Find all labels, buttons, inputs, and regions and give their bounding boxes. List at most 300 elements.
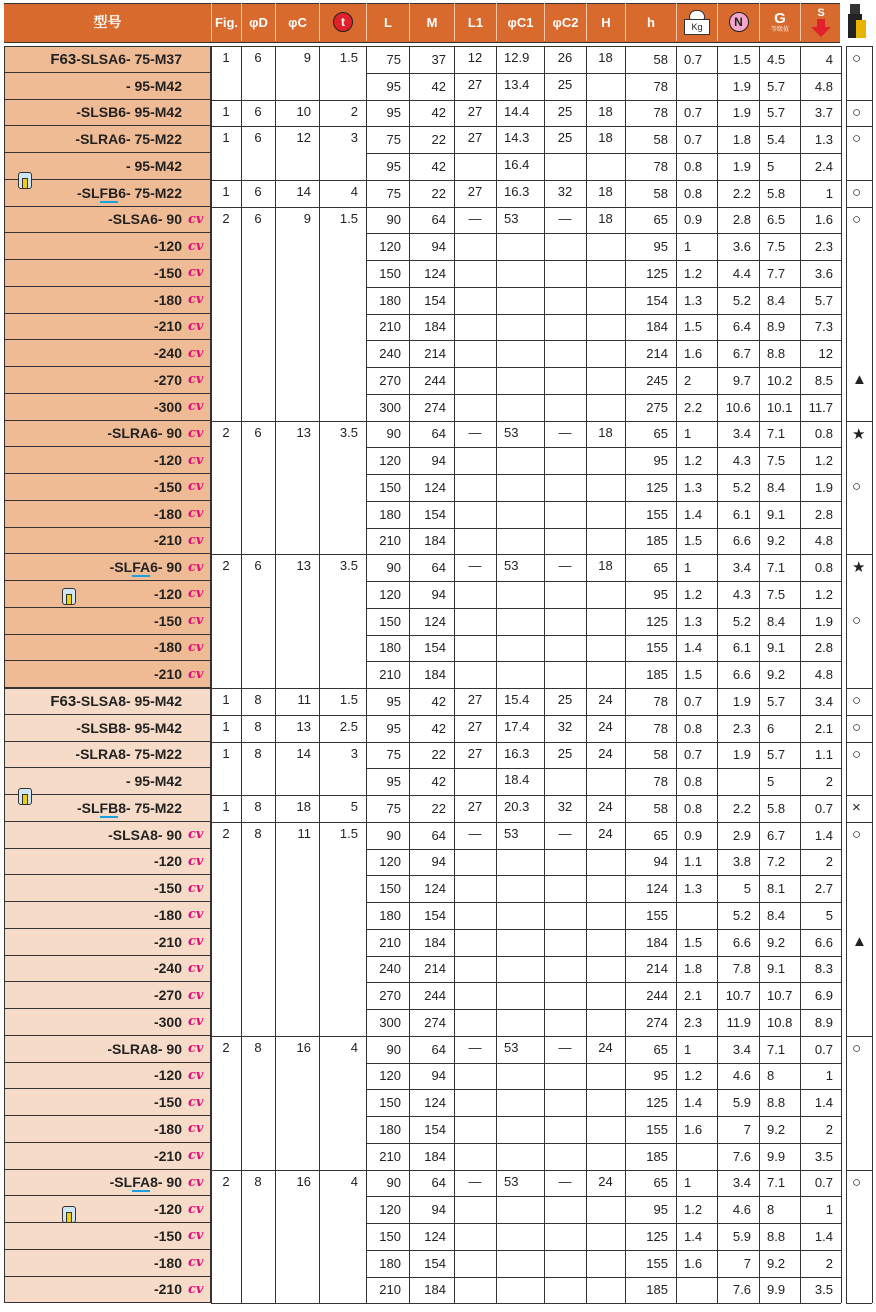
cell-c1: 13.4 (504, 76, 530, 92)
cell-m: 184 (424, 319, 446, 335)
cell-kg: 1.6 (684, 346, 703, 362)
cell-h: 95 (653, 1068, 668, 1084)
cell-g: 10.2 (767, 372, 793, 388)
cell-h: 185 (646, 1148, 668, 1164)
cell-l: 180 (379, 1255, 401, 1271)
cell-g: 8.8 (767, 346, 786, 362)
cell-m: 64 (431, 212, 446, 228)
model-code: -180 (153, 291, 182, 308)
cell-m: 154 (424, 506, 446, 522)
cell-kg: 0.8 (684, 800, 703, 816)
cell-l: 120 (379, 453, 401, 469)
cell-h: 155 (646, 640, 668, 656)
cell-c: 13 (296, 558, 311, 574)
cell-c2: — (558, 1173, 572, 1189)
cv-badge: cv (188, 613, 204, 629)
cell-c1: 12.9 (504, 50, 530, 65)
cv-badge: cv (188, 1281, 204, 1297)
cell-g: 7.1 (767, 1041, 786, 1057)
cell-h: 155 (646, 907, 668, 923)
cv-badge: cv (188, 506, 204, 522)
cell-c1: 16.3 (504, 183, 530, 199)
cell-c1: 53 (504, 424, 519, 440)
cell-m: 184 (424, 1148, 446, 1164)
cell-kg: 0.7 (684, 132, 703, 148)
cell-l: 75 (386, 132, 401, 148)
cell-c: 12 (296, 130, 311, 146)
cell-kg: 2.1 (684, 988, 703, 1004)
cv-badge: cv (188, 399, 204, 415)
cell-h: 18 (598, 210, 613, 226)
series-prefix: F63 (50, 692, 77, 710)
cv-badge: cv (188, 827, 204, 843)
cell-m: 64 (431, 560, 446, 576)
cell-c1: 53 (504, 1039, 519, 1055)
cell-h: 65 (653, 1175, 668, 1191)
availability-mark: ★ (852, 425, 866, 443)
cell-m: 42 (431, 78, 446, 94)
cell-s: 4.8 (814, 667, 833, 683)
model-name (4, 447, 211, 474)
cell-c1: 16.4 (504, 157, 530, 172)
model-code: -SLSA8- 90 (108, 826, 182, 843)
cell-g: 8.1 (767, 881, 786, 897)
cell-l: 210 (379, 667, 401, 683)
cell-c2: — (558, 825, 572, 841)
cell-h: 24 (598, 825, 613, 841)
cell-c1: 53 (504, 1173, 519, 1189)
cell-g: 10.7 (767, 988, 793, 1004)
cell-fig: 2 (222, 825, 230, 841)
header-weight (676, 3, 717, 41)
cell-c2: — (558, 210, 572, 226)
cell-h: 184 (646, 319, 668, 335)
cell-fig: 1 (222, 799, 230, 814)
cell-l: 120 (379, 239, 401, 255)
cell-n: 7.8 (732, 961, 751, 977)
cell-g: 10.1 (767, 399, 793, 415)
cell-kg: 1.5 (684, 533, 703, 549)
header-h-upper: H (586, 3, 625, 41)
cv-badge: cv (188, 318, 204, 334)
cell-m: 42 (431, 693, 446, 709)
cell-l: 210 (379, 934, 401, 950)
cell-h: 244 (646, 988, 668, 1004)
cell-c1: 16.3 (504, 745, 530, 761)
cell-d: 8 (254, 745, 262, 761)
model-name (4, 849, 211, 876)
cell-d: 6 (254, 210, 262, 226)
cell-n: 6.6 (732, 667, 751, 683)
cell-t: 1.5 (339, 825, 358, 841)
cell-n: 6.1 (732, 640, 751, 656)
cell-kg: 0.7 (684, 105, 703, 121)
availability-mark: ○ (852, 611, 862, 629)
model-code: -120 (153, 1201, 182, 1218)
cell-m: 42 (431, 158, 446, 174)
cell-s: 1.9 (814, 613, 833, 629)
cell-s: 0.7 (814, 800, 833, 816)
cell-h: 95 (653, 1202, 668, 1218)
cell-l: 240 (379, 346, 401, 362)
cv-badge: cv (188, 853, 204, 869)
cell-g: 9.2 (767, 533, 786, 549)
cell-l: 120 (379, 586, 401, 602)
model-name (4, 1170, 211, 1197)
cv-badge: cv (188, 960, 204, 976)
cell-g: 8.8 (767, 1095, 786, 1111)
availability-mark: ○ (852, 825, 862, 843)
cell-n: 1.9 (732, 78, 751, 94)
cell-c: 11 (297, 825, 311, 841)
model-name (4, 528, 211, 555)
cell-c2: 25 (557, 76, 573, 92)
model-code: -150 (153, 612, 182, 629)
cell-h: 58 (653, 51, 668, 67)
model-name (4, 367, 211, 394)
cell-l: 210 (379, 1282, 401, 1298)
cell-l: 150 (379, 1228, 401, 1244)
cell-g: 8.8 (767, 1228, 786, 1244)
cell-n: 10.7 (725, 988, 751, 1004)
cell-s: 0.8 (814, 560, 833, 576)
model-code: -SLRA8- 75-M22 (75, 746, 182, 763)
cell-h: 125 (646, 1095, 668, 1111)
cell-c2: — (558, 1039, 572, 1055)
cell-d: 6 (254, 103, 262, 119)
cell-kg: 1.4 (684, 506, 703, 522)
cell-g: 8.4 (767, 292, 786, 308)
cell-c1: 53 (504, 558, 519, 574)
cell-c2: 32 (557, 718, 573, 734)
cell-c1: 14.3 (504, 130, 530, 146)
model-name (4, 956, 211, 983)
cell-m: 184 (424, 1282, 446, 1298)
cell-h: 78 (653, 105, 668, 121)
cell-n: 7.6 (732, 1148, 751, 1164)
cell-s: 2.4 (814, 158, 833, 174)
cell-l: 300 (379, 399, 401, 415)
cell-t: 3.5 (339, 558, 358, 574)
cell-m: 64 (431, 1041, 446, 1057)
cell-m: 42 (431, 720, 446, 736)
cell-c2: 25 (557, 745, 573, 761)
cell-l: 180 (379, 907, 401, 923)
model-name (4, 394, 211, 421)
cell-c2: — (558, 558, 572, 574)
cell-kg: 1.4 (684, 1095, 703, 1111)
cell-m: 184 (424, 533, 446, 549)
cell-h: 95 (653, 239, 668, 255)
tool-insert-icon (62, 588, 76, 605)
cell-s: 1 (825, 185, 833, 201)
cell-d: 8 (254, 825, 262, 841)
model-name (4, 715, 211, 742)
header-t (319, 3, 366, 41)
cell-d: 6 (254, 558, 262, 574)
cell-kg: 0.8 (684, 158, 703, 174)
cell-d: 8 (254, 1039, 262, 1055)
cell-fig: 1 (222, 183, 230, 199)
model-code: -SLSB8- 95-M42 (76, 719, 182, 736)
cell-kg: 1 (684, 560, 692, 576)
availability-mark: ○ (852, 1173, 862, 1191)
cell-c1: 15.4 (504, 692, 530, 707)
cv-badge: cv (188, 265, 204, 281)
model-code: -120 (153, 585, 182, 602)
cv-badge: cv (188, 586, 204, 602)
cell-n: 10.6 (725, 399, 751, 415)
model-name (4, 474, 211, 501)
cell-t: 3.5 (339, 424, 358, 440)
cell-l: 150 (379, 613, 401, 629)
cell-c2: 25 (557, 103, 573, 119)
cell-l: 210 (379, 1148, 401, 1164)
cell-l: 150 (379, 1095, 401, 1111)
model-name (4, 902, 211, 929)
cell-t: 2 (350, 103, 358, 119)
cell-h: 58 (653, 747, 668, 763)
cell-kg: 1.2 (684, 1068, 703, 1084)
cell-h: 184 (646, 934, 668, 950)
model-code: -300 (153, 398, 182, 415)
model-name (4, 1116, 211, 1143)
cell-s: 3.4 (814, 693, 833, 709)
cell-t: 1.5 (339, 692, 358, 707)
cell-kg: 2.2 (684, 399, 703, 415)
cell-l: 95 (386, 158, 401, 174)
cell-kg: 1 (684, 1175, 692, 1191)
cell-h: 214 (646, 961, 668, 977)
cell-s: 6.9 (814, 988, 833, 1004)
cv-badge: cv (188, 211, 204, 227)
cell-g: 5.7 (767, 747, 786, 763)
cell-h: 125 (646, 1228, 668, 1244)
model-name (4, 340, 211, 367)
model-code: -210 (153, 1147, 182, 1164)
cell-h: 125 (646, 265, 668, 281)
model-code: -SLFB6- 75-M22 (76, 184, 182, 201)
model-code: -120 (153, 452, 182, 469)
cell-fig: 1 (222, 692, 230, 707)
model-name (4, 180, 211, 207)
availability-mark: ○ (852, 1039, 862, 1057)
model-code: -210 (153, 532, 182, 549)
cell-h: 95 (653, 586, 668, 602)
header-n (717, 3, 759, 41)
model-name (4, 742, 211, 769)
series-prefix: F63 (50, 50, 77, 68)
cell-s: 0.7 (814, 1175, 833, 1191)
model-name (4, 1036, 211, 1063)
model-name (4, 1009, 211, 1036)
cell-g: 5.7 (767, 78, 786, 94)
cell-l: 90 (386, 827, 401, 843)
cell-g: 7.7 (767, 265, 786, 281)
cell-n: 7 (743, 1255, 751, 1271)
model-name (4, 1250, 211, 1277)
cell-n: 6.6 (732, 533, 751, 549)
cell-d: 6 (254, 50, 262, 65)
cell-n: 3.4 (732, 426, 751, 442)
cell-kg: 0.7 (684, 747, 703, 763)
cell-kg: 1 (684, 239, 692, 255)
cell-n: 3.6 (732, 239, 751, 255)
model-code: -120 (153, 238, 182, 255)
model-code: -150 (153, 478, 182, 495)
cell-g: 5.8 (767, 800, 786, 816)
cell-l: 90 (386, 426, 401, 442)
cell-s: 1.4 (814, 1228, 833, 1244)
cell-n: 6.6 (732, 934, 751, 950)
cv-badge: cv (188, 666, 204, 682)
availability-mark: ○ (852, 130, 862, 148)
cell-n: 3.4 (732, 560, 751, 576)
cv-badge: cv (188, 1067, 204, 1083)
header-g: G 等级值 (759, 3, 800, 41)
model-name (4, 501, 211, 528)
cell-h: 65 (653, 1041, 668, 1057)
cell-h: 65 (653, 827, 668, 843)
model-name (4, 1089, 211, 1116)
header-h-lower: h (625, 3, 676, 41)
cell-n: 2.2 (732, 185, 751, 201)
cell-l: 120 (379, 1068, 401, 1084)
cell-c1: 20.3 (504, 799, 530, 814)
model-name (4, 768, 211, 795)
cell-s: 11.7 (808, 399, 833, 415)
cell-l1: 27 (467, 183, 483, 199)
cell-n: 1.8 (732, 132, 751, 148)
cell-h: 18 (598, 103, 613, 119)
cv-badge: cv (188, 425, 204, 441)
cell-n: 3.4 (732, 1175, 751, 1191)
cell-n: 3.4 (732, 1041, 751, 1057)
availability-mark: ○ (852, 478, 862, 495)
header-phi-c1: φC1 (496, 3, 544, 41)
model-code: -150 (153, 264, 182, 281)
cell-g: 8.9 (767, 319, 786, 335)
cell-kg: 1 (684, 426, 692, 442)
cell-n: 1.9 (732, 693, 751, 709)
cell-kg: 1.4 (684, 640, 703, 656)
cell-m: 64 (431, 426, 446, 442)
cell-t: 4 (350, 183, 358, 199)
cell-m: 64 (431, 1175, 446, 1191)
cell-kg: 0.8 (684, 774, 703, 790)
t-circle-icon: t (333, 12, 353, 32)
arrow-down-icon (811, 27, 831, 37)
cell-fig: 1 (222, 745, 230, 761)
cell-g: 9.2 (767, 934, 786, 950)
model-code: -150 (153, 880, 182, 897)
cell-g: 5.8 (767, 185, 786, 201)
model-name (4, 126, 211, 153)
availability-mark: ○ (852, 50, 862, 67)
model-name (4, 153, 211, 180)
model-name (4, 1196, 211, 1223)
cell-l: 75 (386, 747, 401, 763)
cell-s: 8.3 (814, 961, 833, 977)
cell-kg: 1.2 (684, 586, 703, 602)
cell-d: 6 (254, 183, 262, 199)
cell-kg: 1.8 (684, 961, 703, 977)
cell-m: 244 (424, 988, 446, 1004)
cell-kg: 1.5 (684, 319, 703, 335)
cell-g: 9.2 (767, 1121, 786, 1137)
cv-badge: cv (188, 532, 204, 548)
cell-fig: 2 (222, 1039, 230, 1055)
cell-kg: 0.9 (684, 827, 703, 843)
cell-g: 8.4 (767, 613, 786, 629)
cell-h: 18 (598, 50, 613, 65)
cell-s: 1.2 (814, 453, 833, 469)
cell-l1: — (468, 424, 482, 440)
header-phi-c: φC (275, 3, 319, 41)
model-code: -210 (153, 318, 182, 335)
cell-g: 9.9 (767, 1282, 786, 1298)
model-name (4, 1063, 211, 1090)
cell-s: 8.5 (814, 372, 833, 388)
cell-l: 120 (379, 854, 401, 870)
cv-badge: cv (188, 345, 204, 361)
model-code: -SLSA6- 75-M37 (76, 51, 182, 68)
cell-h: 24 (598, 692, 613, 707)
cell-kg: 1.3 (684, 613, 703, 629)
cell-h: 78 (653, 78, 668, 94)
cell-l: 75 (386, 185, 401, 201)
cv-badge: cv (188, 880, 204, 896)
cell-l: 150 (379, 881, 401, 897)
model-code: -SLSA6- 90 (108, 211, 182, 228)
cell-c2: 32 (557, 183, 573, 199)
model-code: -SLFA6- 90 (109, 559, 182, 576)
cv-badge: cv (188, 1121, 204, 1137)
header-l1: L1 (454, 3, 496, 41)
cell-h: 24 (598, 1039, 613, 1055)
cell-h: 275 (646, 399, 668, 415)
cell-c2: 26 (557, 50, 573, 65)
cell-s: 1 (825, 1202, 833, 1218)
model-code: -150 (153, 1094, 182, 1111)
cell-g: 8.4 (767, 907, 786, 923)
header-m: M (409, 3, 454, 41)
cell-g: 6 (767, 720, 775, 736)
cell-kg: 1.3 (684, 881, 703, 897)
model-name (4, 1277, 211, 1304)
availability-mark: ○ (852, 745, 862, 763)
cell-g: 4.5 (767, 51, 786, 67)
cell-s: 2.1 (814, 720, 833, 736)
model-name (4, 875, 211, 902)
cell-l: 270 (379, 988, 401, 1004)
cell-c1: 18.4 (504, 772, 530, 788)
cv-badge: cv (188, 934, 204, 950)
cell-g: 9.1 (767, 506, 786, 522)
cell-h: 24 (598, 799, 613, 814)
cell-kg: 0.8 (684, 720, 703, 736)
cell-fig: 2 (222, 558, 230, 574)
cell-h: 18 (598, 130, 613, 146)
model-name (4, 46, 211, 73)
cell-m: 274 (424, 399, 446, 415)
cell-l: 180 (379, 506, 401, 522)
cell-n: 7.6 (732, 1282, 751, 1298)
cell-kg: 0.7 (684, 51, 703, 67)
model-name (4, 314, 211, 341)
cv-badge: cv (188, 1094, 204, 1110)
cell-g: 8.4 (767, 479, 786, 495)
